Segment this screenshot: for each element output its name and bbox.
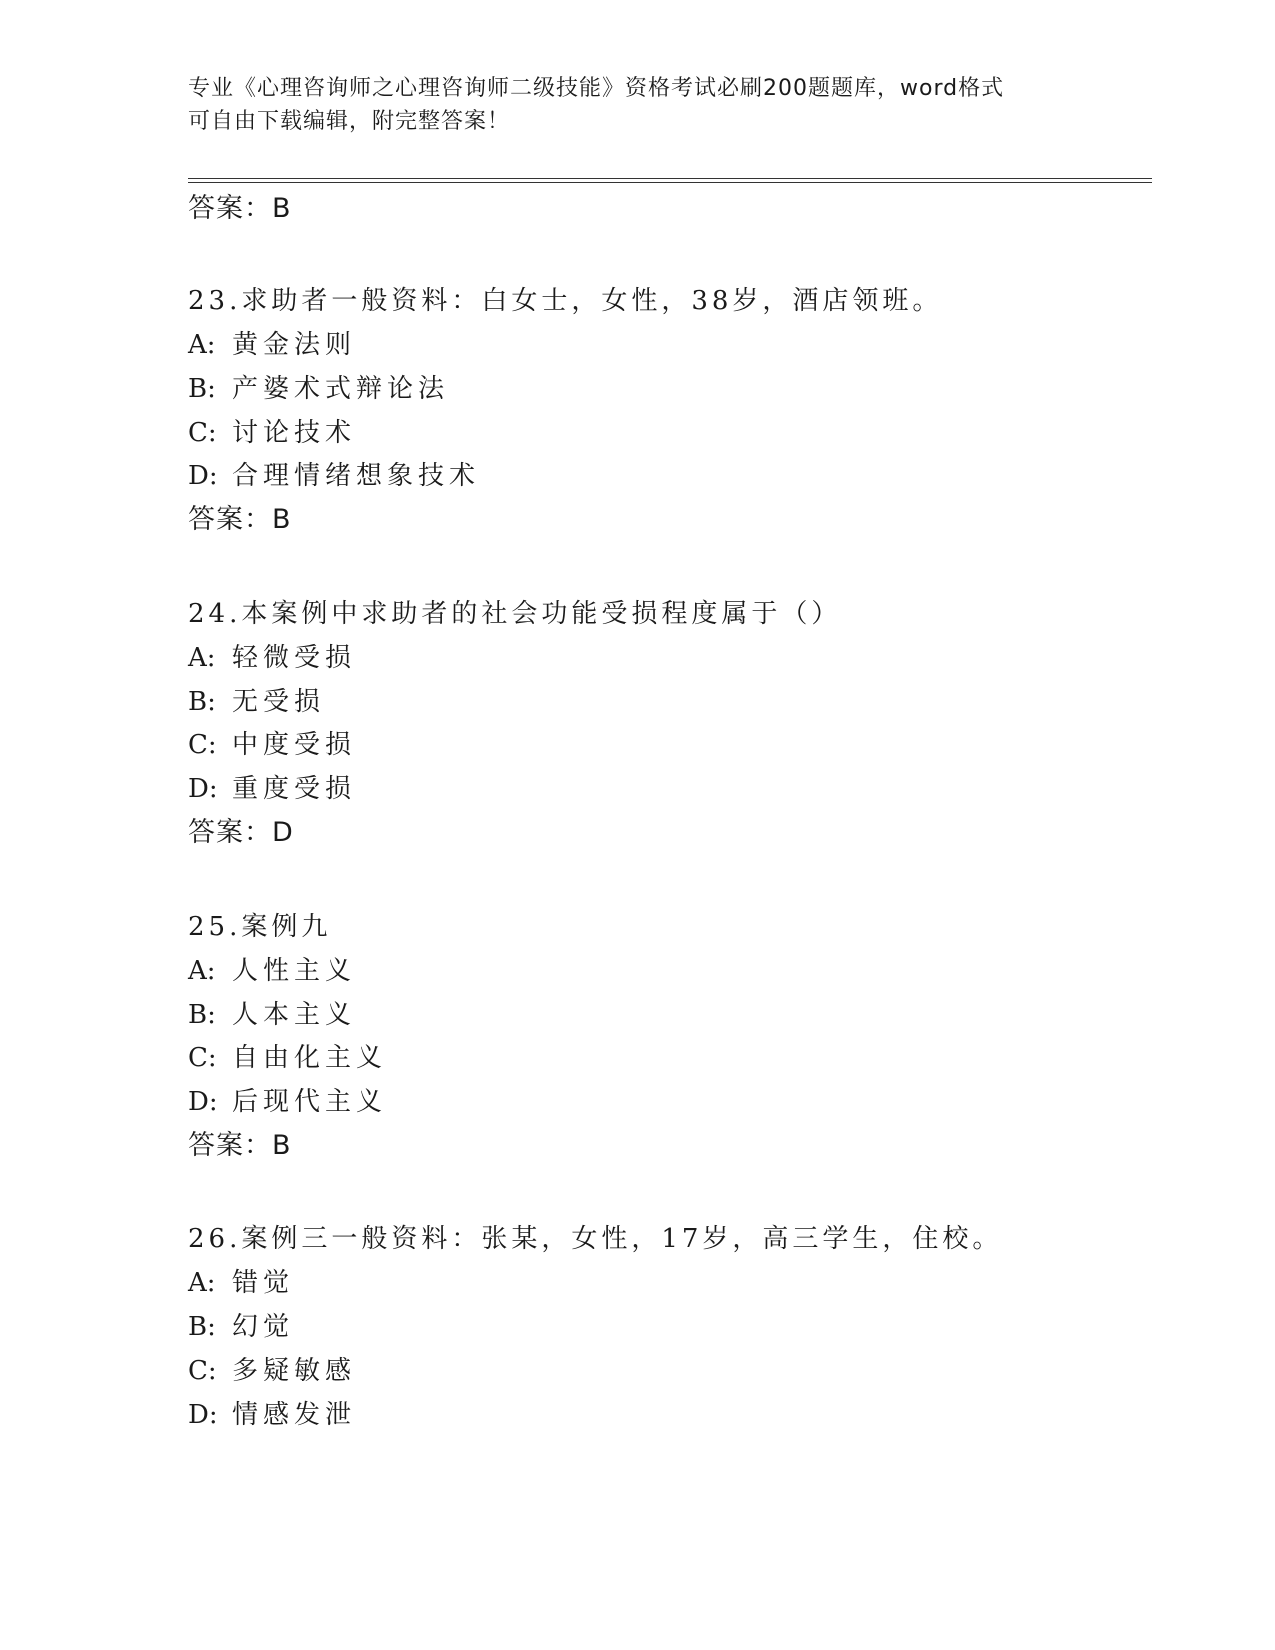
header-line-2: 可自由下载编辑，附完整答案！ [188, 109, 511, 134]
option-letter: C: [188, 418, 217, 448]
option-d [188, 1085, 387, 1119]
option-letter: A: [188, 1268, 216, 1298]
answer-line: 答案：B [188, 504, 292, 535]
option-text: 黄金法则 [232, 330, 357, 360]
option-a [188, 1266, 294, 1300]
option-text: 重度受损 [232, 774, 357, 804]
answer-line: 答案：B [188, 1130, 292, 1161]
option-letter: A: [188, 330, 216, 360]
option-text: 无受损 [232, 687, 326, 717]
option-b [188, 1310, 294, 1344]
option-text: 情感发泄 [232, 1400, 357, 1430]
option-letter: D: [188, 1087, 218, 1117]
option-c [188, 1041, 387, 1075]
answer-line: 答案：D [188, 817, 294, 848]
option-text: 自由化主义 [232, 1043, 388, 1073]
option-letter: B: [188, 374, 216, 404]
option-letter: C: [188, 1043, 217, 1073]
header-rule-top [188, 178, 1152, 179]
option-d [188, 772, 356, 806]
option-text: 幻觉 [232, 1312, 295, 1342]
option-text: 多疑敏感 [232, 1356, 357, 1386]
question-stem: 23.求助者一般资料：白女士，女性，38岁，酒店领班。 [188, 286, 943, 316]
option-c [188, 728, 356, 762]
option-d [188, 1398, 356, 1432]
question-stem: 24.本案例中求助者的社会功能受损程度属于（） [188, 599, 842, 629]
header-line-1: 专业《心理咨询师之心理咨询师二级技能》资格考试必刷200题题库，word格式 [188, 76, 1005, 101]
option-text: 错觉 [232, 1268, 295, 1298]
answer-line: 答案：B [188, 193, 292, 224]
option-text: 合理情绪想象技术 [232, 461, 481, 491]
option-letter: C: [188, 1356, 217, 1386]
option-c [188, 1354, 356, 1388]
option-letter: D: [188, 774, 218, 804]
option-letter: A: [188, 956, 216, 986]
option-letter: B: [188, 687, 216, 717]
option-a [188, 954, 356, 988]
option-text: 后现代主义 [232, 1087, 388, 1117]
option-letter: C: [188, 730, 217, 760]
option-letter: D: [188, 461, 218, 491]
option-text: 讨论技术 [232, 418, 357, 448]
option-b [188, 685, 325, 719]
option-text: 人本主义 [232, 1000, 357, 1030]
option-text: 中度受损 [232, 730, 357, 760]
option-b [188, 998, 356, 1032]
document-header [188, 72, 1088, 138]
question-stem: 26.案例三一般资料：张某，女性，17岁，高三学生，住校。 [188, 1224, 1003, 1254]
question-stem: 25.案例九 [188, 912, 332, 942]
option-text: 轻微受损 [232, 643, 357, 673]
option-b [188, 372, 449, 406]
option-letter: B: [188, 1000, 216, 1030]
option-d [188, 459, 480, 493]
option-text: 人性主义 [232, 956, 357, 986]
option-letter: B: [188, 1312, 216, 1342]
option-text: 产婆术式辩论法 [232, 374, 450, 404]
option-letter: A: [188, 643, 216, 673]
header-rule-bottom [188, 182, 1152, 183]
option-a [188, 641, 356, 675]
option-c [188, 416, 356, 450]
option-a [188, 328, 356, 362]
option-letter: D: [188, 1400, 218, 1430]
